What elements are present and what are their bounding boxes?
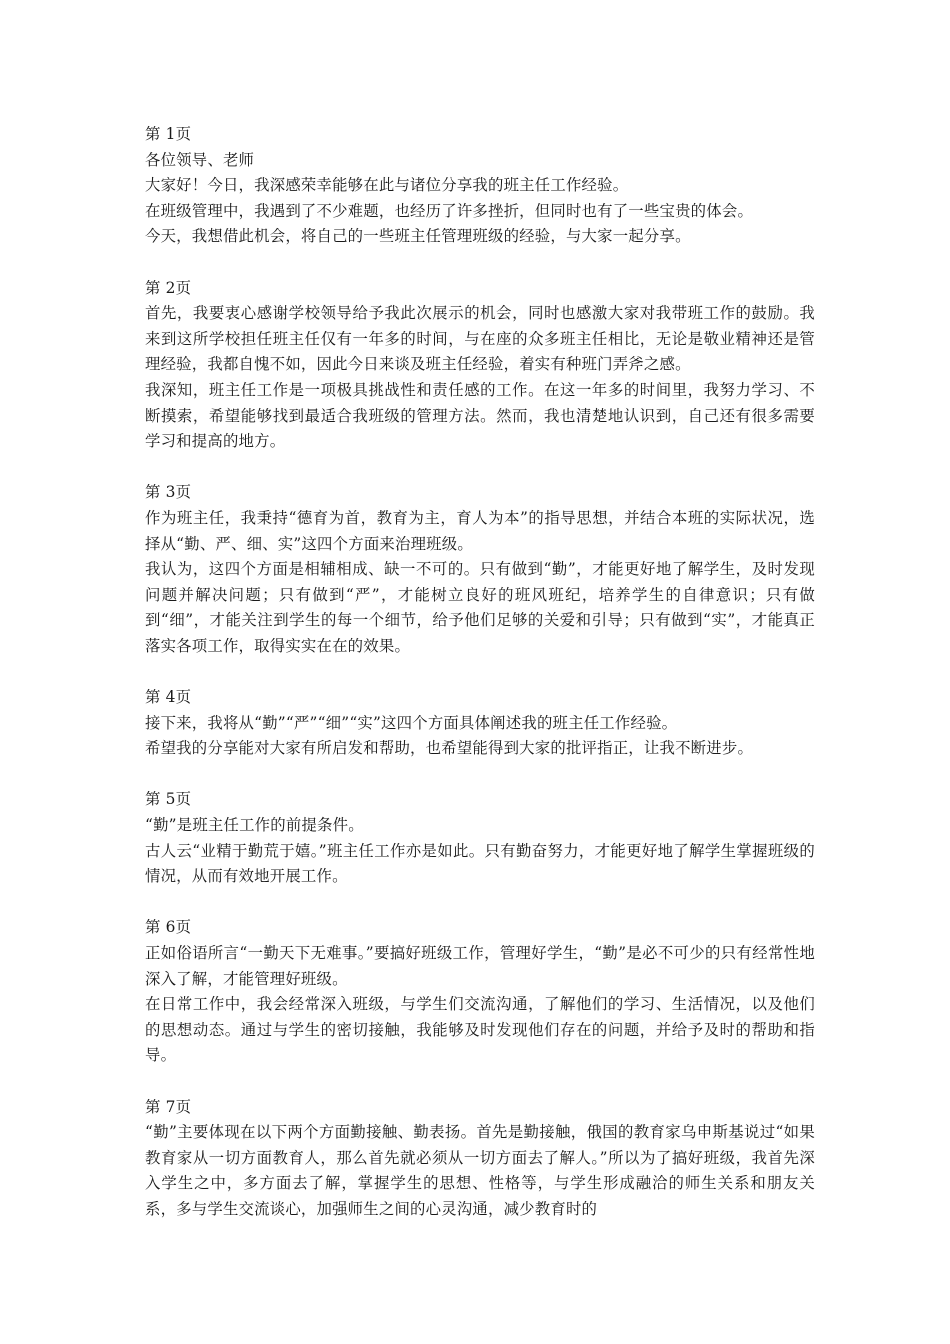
- section-title: 第 6页: [145, 918, 192, 937]
- paragraph: 首先，我要衷心感谢学校领导给予我此次展示的机会，同时也感激大家对我带班工作的鼓励。我来到这所学校担任班主任仅有一年多的时间，与在座的众多班主任相比，无论是敬业精神还是管理经验，我都自愧不如，因此今日来谈及班主任经验，着实有种班门弄斧之感。: [145, 304, 815, 374]
- document-page: [145, 122, 815, 1248]
- section-page-2: [145, 276, 815, 455]
- section-title: 第 1页: [145, 125, 192, 143]
- section-title: 第 5页: [145, 790, 192, 809]
- section-page-6: [145, 915, 815, 1069]
- paragraph: “勤”是班主任工作的前提条件。: [145, 816, 364, 835]
- paragraph: 今天，我想借此机会，将自己的一些班主任管理班级的经验，与大家一起分享。: [145, 227, 691, 246]
- paragraph: 我深知，班主任工作是一项极具挑战性和责任感的工作。在这一年多的时间里，我努力学习、不断摸索，希望能够找到最适合我班级的管理方法。然而，我也清楚地认识到，自己还有很多需要学习和提高的地方。: [145, 380, 815, 451]
- section-title: 第 3页: [145, 483, 192, 502]
- paragraph: 在日常工作中，我会经常深入班级，与学生们交流沟通，了解他们的学习、生活情况，以及他们的思想动态。通过与学生的密切接触，我能够及时发现他们存在的问题，并给予及时的帮助和指导。: [145, 995, 815, 1065]
- section-title: 第 4页: [145, 688, 192, 707]
- paragraph: 大家好！今日，我深感荣幸能够在此与诸位分享我的班主任工作经验。: [145, 176, 629, 195]
- section-page-7: [145, 1095, 815, 1223]
- paragraph: “勤”主要体现在以下两个方面勤接触、勤表扬。首先是勤接触，俄国的教育家乌申斯基说过“如果教育家从一切方面教育人，那么首先就必须从一切方面去了解人。”所以为了搞好班级，我首先深入学生之中，多方面去了解，掌握学生的思想、性格等，与学生形成融洽的师生关系和朋友关系，多与学生交流谈心，加强师生之间的心灵沟通，减少教育时的: [145, 1123, 815, 1218]
- section-page-5: [145, 787, 815, 889]
- paragraph: 正如俗语所言“一勤天下无难事。”要搞好班级工作，管理好学生，“勤”是必不可少的只有经常性地深入了解，才能管理好班级。: [145, 944, 815, 988]
- paragraph: 我认为，这四个方面是相辅相成、缺一不可的。只有做到“勤”，才能更好地了解学生，及时发现问题并解决问题；只有做到“严”，才能树立良好的班风班纪，培养学生的自律意识；只有做到“细”，才能关注到学生的每一个细节，给予他们足够的关爱和引导；只有做到“实”，才能真正落实各项工作，取得实实在在的效果。: [145, 560, 815, 655]
- section-page-3: [145, 480, 815, 659]
- section-title: 第 7页: [145, 1097, 192, 1116]
- paragraph: 希望我的分享能对大家有所启发和帮助，也希望能得到大家的批评指正，让我不断进步。: [145, 739, 754, 758]
- section-page-1: [145, 122, 815, 250]
- section-title: 第 2页: [145, 278, 192, 297]
- paragraph: 古人云“业精于勤荒于嬉。”班主任工作亦是如此。只有勤奋努力，才能更好地了解学生掌握班级的情况，从而有效地开展工作。: [145, 841, 815, 886]
- paragraph: 在班级管理中，我遇到了不少难题，也经历了许多挫折，但同时也有了一些宝贵的体会。: [145, 201, 754, 220]
- paragraph: 作为班主任，我秉持“德育为首，教育为主，育人为本”的指导思想，并结合本班的实际状况，选择从“勤、严、细、实”这四个方面来治理班级。: [145, 508, 815, 553]
- section-page-4: [145, 685, 815, 762]
- paragraph: 各位领导、老师: [145, 150, 255, 169]
- paragraph: 接下来，我将从“勤”“严”“细”“实”这四个方面具体阐述我的班主任工作经验。: [145, 713, 678, 732]
